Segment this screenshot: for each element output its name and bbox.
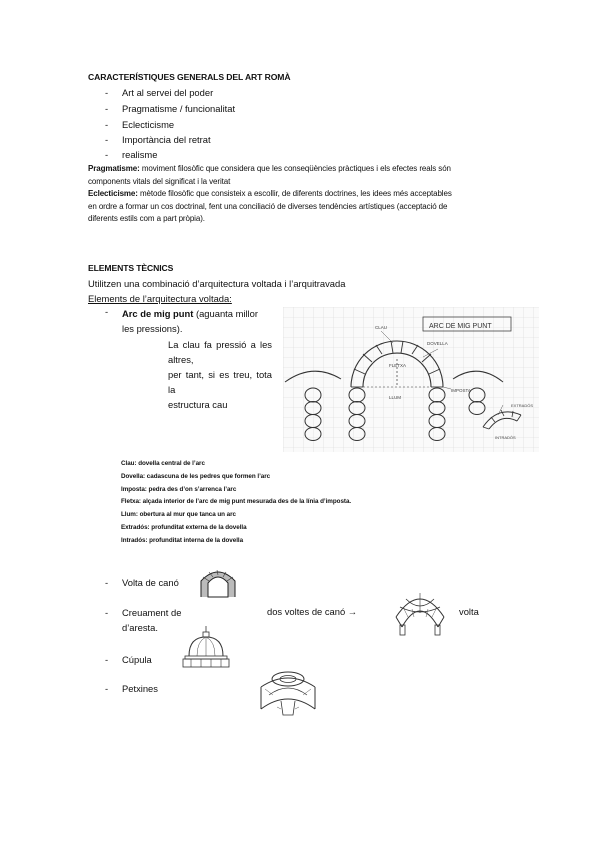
eclecticisme-text: en ordre a formar un cos doctrinal, fent una conciliació de diverses tendències artístiques (acceptació de	[88, 201, 448, 211]
dome-icon	[181, 626, 231, 668]
list-bullet: -	[105, 134, 109, 145]
pragmatisme-text: components vitals del significat i la veritat	[88, 176, 231, 186]
list-bullet: -	[105, 103, 109, 114]
label-clau: CLAU	[375, 325, 388, 330]
barrel-vault-icon	[199, 567, 237, 599]
volta-canco-label: Volta de canó	[122, 577, 179, 588]
eclecticisme-text: mètode filosòfic que consisteix a escollir, de diferents doctrines, les idees més acceptables	[137, 189, 452, 198]
definition-item: Dovella: cadascuna de les pedres que formen l’arc	[121, 472, 271, 480]
arc-term: Arc de mig punt	[122, 308, 194, 319]
list-item: Pragmatisme / funcionalitat	[122, 103, 236, 114]
list-bullet: -	[105, 654, 109, 665]
vaulted-subtitle: Elements de l’arquitectura voltada:	[88, 293, 232, 304]
clau-line: estructura cau	[168, 399, 228, 410]
pragmatisme-paragraph	[88, 163, 528, 226]
eclecticisme-text: diferents estils com a part pròpia).	[88, 214, 205, 223]
list-bullet: -	[105, 306, 109, 317]
pragmatisme-term: Pragmatisme:	[88, 164, 140, 173]
clau-note	[168, 337, 272, 412]
cupula-label: Cúpula	[122, 654, 152, 665]
creuament-text: Creuament de	[122, 607, 182, 618]
arch-sketch	[283, 307, 539, 452]
list-bullet: -	[105, 149, 109, 160]
list-bullet: -	[105, 87, 109, 98]
label-dovella: DOVELLA	[427, 341, 448, 346]
label-fletxa: FLETXA	[389, 363, 407, 368]
definition-item: Llum: obertura al mur que tanca un arc	[121, 511, 236, 519]
section-title-technical: ELEMENTS TÈCNICS	[88, 263, 174, 273]
creuament-text: dos voltes de canó →	[267, 606, 358, 617]
eclecticisme-term: Eclecticisme:	[88, 189, 138, 198]
definition-item: Clau: dovella central de l’arc	[121, 460, 205, 467]
clau-line: per tant, si es treu, tota la	[168, 369, 272, 395]
list-item: Eclecticisme	[122, 119, 175, 130]
definition-item: Intradós: profunditat interna de la dovella	[121, 536, 244, 544]
list-bullet: -	[105, 683, 109, 694]
technical-intro: Utilitzen una combinació d’arquitectura voltada i l’arquitravada	[88, 278, 346, 289]
list-item: Art al servei del poder	[122, 87, 214, 98]
section-title-characteristics: CARACTERÍSTIQUES GENERALS DEL ART ROMÀ	[88, 72, 291, 82]
definitions-list	[121, 458, 351, 548]
creuament-text: d’aresta.	[122, 622, 158, 633]
creuament-text: volta	[459, 606, 479, 617]
sketch-title: ARC DE MIG PUNT	[429, 323, 492, 330]
definition-item: Fletxa: alçada interior de l’arc de mig punt mesurada des de la línia d’imposta.	[121, 498, 352, 506]
label-intrados: INTRADÓS	[495, 435, 516, 440]
label-extrados: EXTRADÓS	[511, 403, 534, 408]
list-bullet: -	[105, 577, 109, 588]
pendentive-icon	[255, 665, 321, 717]
arc-text: les pressions).	[122, 323, 183, 334]
petxines-label: Petxines	[122, 683, 158, 694]
definition-item: Extradós: profunditat externa de la dovella	[121, 523, 247, 531]
label-llum: LLUM	[389, 395, 402, 400]
groin-vault-icon	[392, 587, 448, 637]
arc-description	[122, 306, 282, 336]
definition-item: Imposta: pedra des d’on s’arrenca l’arc	[121, 485, 237, 493]
arc-text: (aguanta millor	[193, 308, 258, 319]
list-bullet: -	[105, 119, 109, 130]
label-imposta: IMPOSTA	[451, 388, 471, 393]
clau-line: La clau fa pressió a les altres,	[168, 339, 272, 365]
list-item: realisme	[122, 149, 158, 160]
list-bullet: -	[105, 607, 109, 618]
pragmatisme-text: moviment filosòfic que considera que les conseqüències pràctiques i els efectes reals són	[139, 164, 451, 173]
list-item: Importància del retrat	[122, 134, 211, 145]
